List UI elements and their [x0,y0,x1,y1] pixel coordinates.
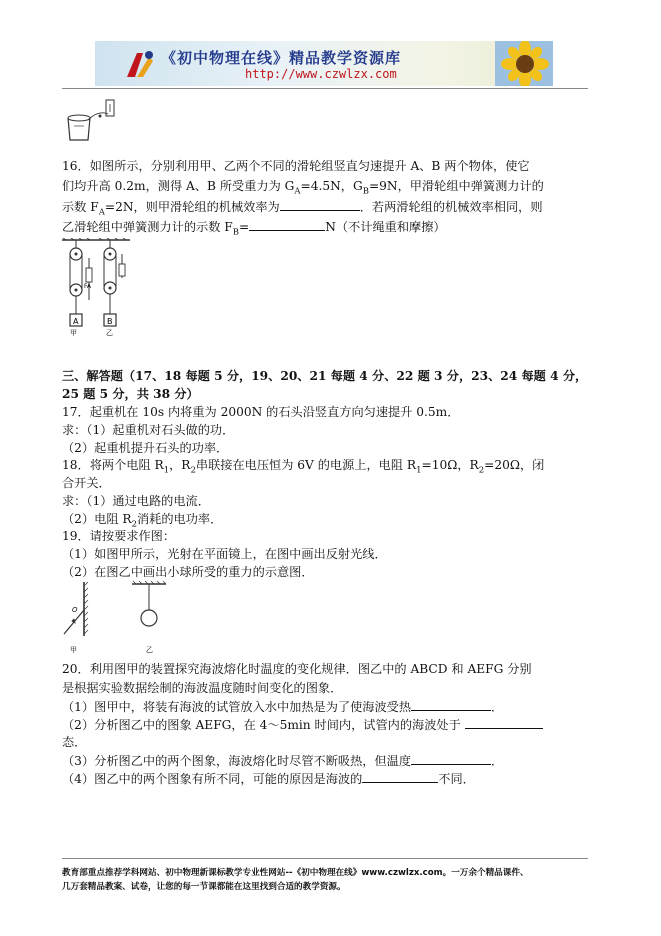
q18-line3: 求：（1）通过电路的电流． [62,494,210,508]
q20-line3: （1）图甲中，将装有海波的试管放入水中加热是为了使海波受热 ． [62,700,504,714]
q19-line2: （1）如图甲所示，光射在平面镜上，在图中画出反射光线． [62,547,387,561]
q17-line3: （2）起重机提升石头的功率． [62,441,229,455]
pulley-figure [62,238,130,336]
cup-figure [62,96,122,144]
q18-line2: 合开关． [62,476,111,490]
footer-rule [62,858,588,859]
fig19-label-jia: 甲 [70,646,77,654]
q19-line3: （2）在图乙中画出小球所受的重力的示意图． [62,565,314,579]
q16-line2: 们均升高 0.2m，测得 A、B 所受重力为 $G_A=4.5N$，$G_B=9N$，甲滑轮组中弹簧测力计的 [62,179,544,197]
q17-line1: 17．起重机在 10s 内将重为 2000N 的石头沿竖直方向匀速提升 0.5m． [62,405,460,419]
q20-line1: 20．利用图甲的装置探究海波熔化时温度的变化规律．图乙中的 ABCD 和 AEFG 分别 [62,662,532,676]
fig-label-a: A [73,317,79,326]
footer-line1: 教育部重点推荐学科网站、初中物理新课标教学专业性网站--《初中物理在线》www.czwlzx.com。一万余个精品课件、 [62,868,529,878]
q19-figure [62,580,182,654]
q16-line4: 乙滑轮组中弹簧测力计的示数 $F_B= N$（不计绳重和摩擦） [62,220,446,238]
fig-label-o: O [72,606,78,614]
q16-line1: 16．如图所示，分别利用甲、乙两个不同的滑轮组竖直匀速提升 A、B 两个物体，使它 [62,159,530,173]
q20-blank-4[interactable] [362,770,438,783]
q20-line4: （2）分析图乙中的图象 AEFG，在 4～5min 时间内，试管内的海波处于 [62,716,543,733]
q16-line3: 示数 $F_A=2N$，则甲滑轮组的机械效率为 ．若两滑轮组的机械效率相同，则 [62,200,543,218]
section3-heading-line2: 25 题 5 分，共 38 分） [62,387,199,401]
q20-line7: （4）图乙中的两个图象有所不同，可能的原因是海波的 不同． [62,772,475,786]
q20-blank-1[interactable] [411,698,491,711]
fig-label-jia: 甲 [70,329,77,336]
banner-title: 《初中物理在线》精品教学资源库 [161,49,402,67]
fig-label-fa: FA [84,283,92,290]
q16-force-blank[interactable] [249,218,325,231]
q17-line2: 求：（1）起重机对石头做的功． [62,423,235,437]
q20-blank-3[interactable] [411,752,491,765]
q19-line1: 19．请按要求作图： [62,529,176,543]
fig19-label-yi: 乙 [146,646,153,654]
q18-line1: 18．将两个电阻 $R_1$，$R_2$串联接在电压恒为 6V 的电源上，电阻 $R_1=10\Omega$，$R_2=20\Omega$，闭 [62,458,545,476]
header-banner [95,41,553,86]
fig-label-b: B [107,317,113,326]
fig-label-yi: 乙 [106,329,113,336]
footer-line2: 几万套精品教案、试卷，让您的每一节课都能在这里找到合适的教学资源。 [62,882,346,892]
q20-blank-2[interactable] [465,716,543,729]
q16-efficiency-blank[interactable] [280,198,360,211]
q20-line5: 态． [62,735,87,749]
header-rule [62,88,588,89]
q20-line2: 是根据实验数据绘制的海波温度随时间变化的图象． [62,681,343,695]
section3-heading-line1: 三、解答题（17、18 每题 5 分，19、20、21 每题 4 分、22 题 3 分，23、24 每题 4 分， [62,369,588,383]
q20-line6: （3）分析图乙中的两个图象，海波熔化时尽管不断吸热，但温度 ． [62,754,504,768]
banner-url[interactable]: http://www.czwlzx.com [245,67,397,81]
q18-line4: （2）电阻 $R_2$消耗的电功率． [62,512,223,530]
sunflower-icon [495,41,553,86]
site-logo-icon [123,47,157,81]
